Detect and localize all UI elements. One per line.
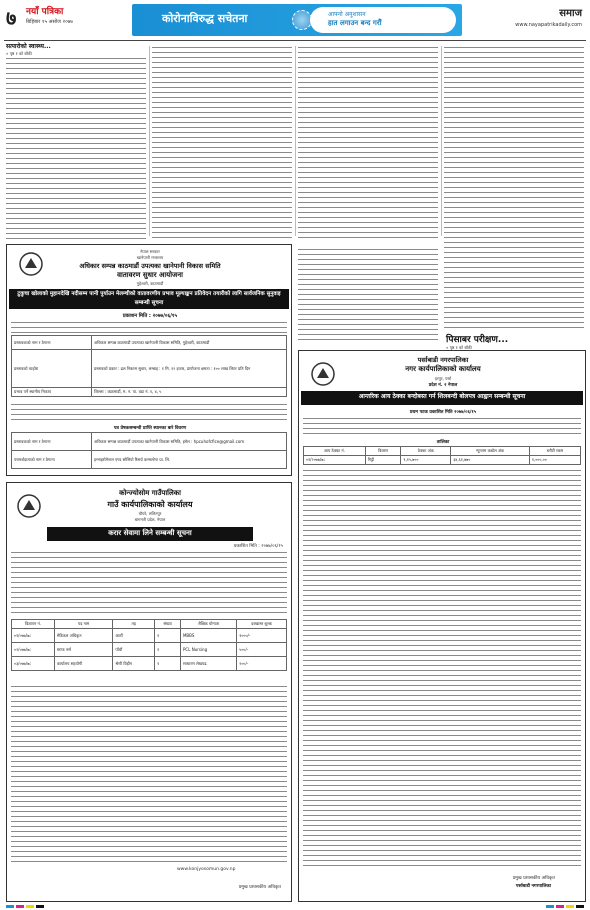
cell-edu: PCL Nursing: [180, 643, 236, 657]
col-header: पद नाम: [54, 620, 112, 629]
right-article-sub: » पृष्ठ १ को बाँकी: [446, 345, 472, 350]
cell-no: ०१/२०७७/७८: [304, 456, 366, 465]
right-article-heading: पिसाबर परीक्षण...: [446, 335, 509, 345]
paper-masthead: [26, 4, 110, 34]
magenta-mark: [556, 905, 564, 908]
cell-level: आठौं: [113, 629, 155, 643]
campaign-line-2: हात लगाउन बन्द गरौं: [328, 19, 382, 27]
org-line-2: गाउँ कार्यपालिकाको कार्यालय: [107, 500, 193, 509]
black-mark: [36, 905, 44, 908]
article-text-col3b: [298, 248, 438, 344]
cell-fee: २००/-: [237, 657, 287, 671]
notice-intro-text: [11, 551, 287, 615]
cyan-mark: [546, 905, 554, 908]
org-line-1: नेपाल सरकार: [140, 249, 160, 254]
magenta-mark: [16, 905, 24, 908]
contact-table: [11, 432, 287, 469]
contract-table: [303, 446, 581, 465]
column-rule: [441, 46, 442, 236]
column-rule: [149, 46, 150, 236]
paper-date: बिहिबार १५ असोज २०७७: [26, 19, 73, 25]
cell-level: श्रेणी विहीन: [113, 657, 155, 671]
cell-deposit: १,०००,००: [529, 456, 580, 465]
org-line-3: अधिकार सम्पन्न काठमाडौं उपत्यका खानेपानी विकास समिति: [79, 262, 221, 270]
cell-level: पाँचौं: [113, 643, 155, 657]
left-article-heading: सत्पारोको स्वास्थ्य...: [6, 43, 51, 50]
cell-min: ३४,६१,७७०: [451, 456, 530, 465]
row-label: प्रस्तावकको नाम र ठेगाना: [12, 336, 92, 350]
cyan-mark: [6, 905, 14, 908]
notice-intro-text: [11, 321, 287, 333]
table-row: [304, 456, 581, 465]
notice-title: करार सेवामा लिने सम्बन्धी सूचना: [47, 527, 253, 541]
page-number: ७: [6, 6, 17, 30]
cell-edu: साधारण लेखपढ: [180, 657, 236, 671]
row-value: इन्भाइरोमेन्टल एण्ड सोसियो रिसर्च कन्सल्टेन्ट प्रा. लि.: [92, 451, 287, 469]
row-label: प्रभाव पर्ने स्थानीय निकाय: [12, 388, 92, 397]
project-detail-table: [11, 335, 287, 397]
col-header: दरखास्त शुल्क: [237, 620, 287, 629]
print-registration-marks: [0, 902, 590, 910]
table-row: [12, 643, 287, 657]
publish-date: प्रकाशित मिति : २०७७/०६/१५: [233, 544, 283, 549]
signature-line-2: पर्साबाडी नगरपालिका: [515, 884, 551, 889]
row-label: परामर्शदाताको नाम र ठेगाना: [12, 451, 92, 469]
row-label: प्रस्तावकको नाम र ठेगाना: [12, 433, 92, 451]
campaign-banner: [132, 4, 462, 36]
cell-count: १: [155, 657, 181, 671]
cell-desc: गिट्टी: [365, 456, 401, 465]
cell-fee: १०००/-: [237, 629, 287, 643]
yellow-mark: [566, 905, 574, 908]
cell-fee: ५००/-: [237, 643, 287, 657]
notice-title: आन्तरिक आय ठेक्का बन्दोबस्त गर्न शिलबन्दी बोलपत्र आह्वान सम्बन्धी सूचना: [301, 391, 583, 405]
org-line-3: हरपुर, पर्सा: [434, 376, 452, 381]
col-header: न्यूनतम कबोल अंक: [451, 447, 530, 456]
website: www.nayapatrikadaily.com: [515, 22, 582, 28]
col-header: शैक्षिक योग्यता: [180, 620, 236, 629]
article-text-col1: [6, 57, 146, 242]
article-text-col3: [298, 46, 438, 242]
notice-title: टुकुचा खोलाको मुहानदेखि नदीसम्म पानी पुर्याउन मेलम्चीको वातावरणीय प्रभाव मूल्याङ्कन प्रतिवेदन तयारीको लागि सार्वजनिक सुनुवाइ सम्बन्धी सूचना: [9, 289, 289, 309]
article-text-col4: [444, 46, 584, 328]
org-line-4: वातावरण सुधार आयोजना: [117, 271, 183, 279]
signature: प्रमुख प्रशासकीय अधिकृत: [238, 885, 281, 890]
cell-edu: MBBS: [180, 629, 236, 643]
col-header: ठेक्का अंक: [401, 447, 451, 456]
gaupalika-notice: [6, 482, 292, 902]
cell-amount: ९,१५,७००: [401, 456, 451, 465]
org-line-2: खानेपानी मन्त्रालय: [136, 255, 164, 260]
notice-intro-text: [303, 417, 581, 437]
notice-terms-text: [303, 469, 581, 869]
col-header: धरौटी रकम: [529, 447, 580, 456]
publish-date: प्रथम पटक प्रकाशित मिति २०७७/०६/१५: [409, 410, 477, 415]
col-header: संख्या: [155, 620, 181, 629]
cell-no: ०२/०७७/७८: [12, 643, 55, 657]
org-line-5: गुहेश्वरी, काठमाडौं: [136, 281, 164, 286]
table-row: [12, 657, 287, 671]
virus-icon: [292, 10, 312, 30]
notice-terms-text: [11, 685, 287, 865]
row-value: अधिकार सम्पन्न काठमाडौं उपत्यका खानेपानी विकास समिति, गुहेश्वरी, काठमाडौं: [92, 336, 287, 350]
left-article-sub: » पृष्ठ १ को बाँकी: [6, 51, 32, 56]
col-header: आय ठेक्का नं.: [304, 447, 366, 456]
notice-body-text: [11, 403, 287, 423]
campaign-title: कोरोनाविरुद्ध सचेतना: [162, 12, 248, 25]
cell-count: १: [155, 643, 181, 657]
cell-post: कार्यालय सहयोगी: [54, 657, 112, 671]
table-row: [12, 629, 287, 643]
middle-heading: पत्र प्रेषकसम्बन्धी प्राप्ति स्थानका बारे विवरण: [113, 426, 187, 431]
municipality-notice: [298, 350, 586, 902]
cell-post: मेडिकल अधिकृत: [54, 629, 112, 643]
header-rule: [4, 40, 586, 41]
signature-line-1: प्रमुख प्रशासकीय अधिकृत: [512, 876, 555, 881]
yellow-mark: [26, 905, 34, 908]
col-header: विज्ञापन नं.: [12, 620, 55, 629]
row-value: अधिकार सम्पन्न काठमाडौं उपत्यका खानेपानी विकास समिति, इमेल : hpcuhofcfice@gmail.com: [92, 433, 287, 451]
table-heading: तालिका: [436, 440, 450, 445]
row-value: प्रस्तावको प्रकार : ढल निकास सुधार, लम्बाइ : १ मि. १२ हजार, प्रायोजना क्षमता : १०० लाख लिटर प्रति दिन: [92, 350, 287, 388]
campaign-line-1: आफ्नो अनुशासन: [328, 11, 366, 18]
org-line-4: बागमती प्रदेश, नेपाल: [134, 517, 166, 522]
row-value: जिल्ला : काठमाडौं, म. न. पा. वडा नं. १, ४, ५: [92, 388, 287, 397]
cell-post: स्टाफ नर्स: [54, 643, 112, 657]
notice-website: www.konjyosomun.gov.np: [177, 867, 236, 872]
col-header: तह: [113, 620, 155, 629]
column-rule: [295, 46, 296, 236]
article-text-col2: [152, 46, 292, 238]
water-board-notice: [6, 244, 292, 476]
section-name: समाज: [559, 8, 582, 19]
cell-no: ०३/०७७/७८: [12, 657, 55, 671]
vacancy-table: [11, 619, 287, 671]
org-line-4: प्रदेश नं. २ नेपाल: [428, 383, 458, 388]
paper-name: नयाँ पत्रिका: [26, 7, 64, 17]
org-line-3: चौघरे, ललितपुर: [138, 511, 162, 516]
org-line-1: पर्साबाडी नगरपालिका: [417, 356, 469, 364]
publish-date: प्रकाशन मिति : २०७७/०६/१५: [122, 313, 178, 319]
black-mark: [576, 905, 584, 908]
cell-count: १: [155, 629, 181, 643]
cell-no: ०१/०७७/७८: [12, 629, 55, 643]
org-line-2: नगर कार्यपालिकाको कार्यालय: [405, 365, 481, 373]
row-label: प्रस्तावको व्यहोरा: [12, 350, 92, 388]
masthead-bar: [0, 0, 590, 44]
col-header: विवरण: [365, 447, 401, 456]
org-line-1: कोन्ज्योसोम गाउँपालिका: [119, 489, 181, 497]
